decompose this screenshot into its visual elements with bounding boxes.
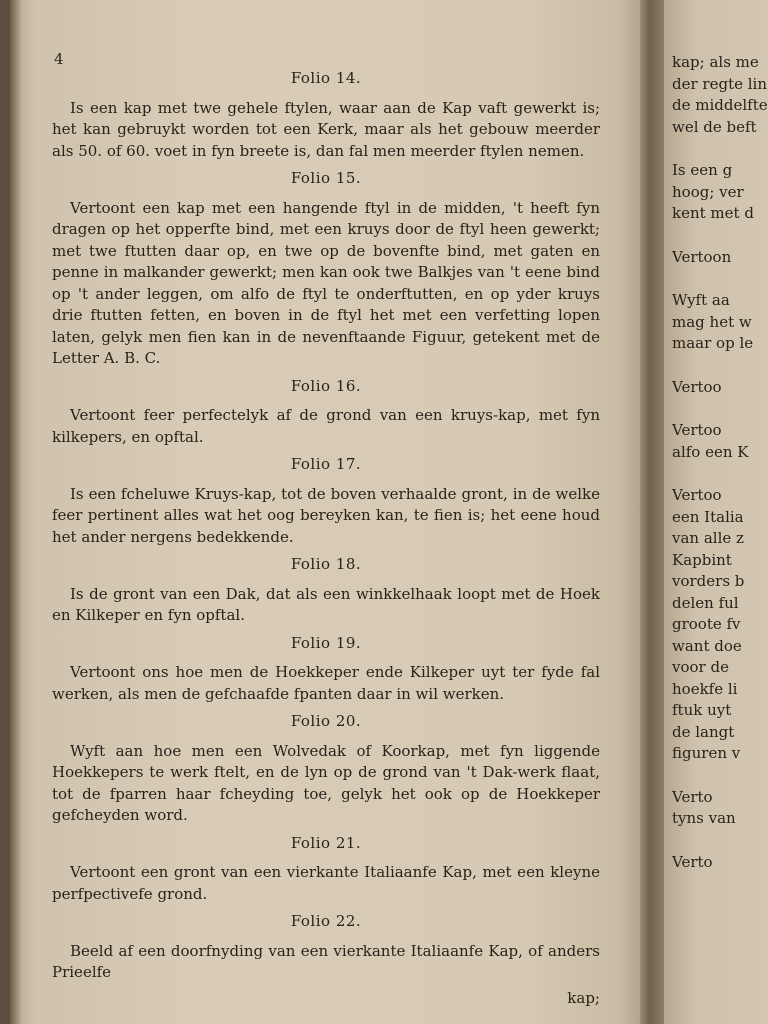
section-paragraph: Wyft aan hoe men een Wolvedak of Koorkap, met fyn liggende Hoekkepers te werk ftelt, en de lyn op de grond van 't Dak-werk flaat, tot de fparren haar fcheyding toe, gelyk het ook op de Hoekkeper gefcheyden word. (52, 741, 600, 824)
right-page-line: Vertoo (672, 486, 722, 504)
right-page-line: ftuk uyt (672, 701, 732, 719)
right-page-line: Kapbint (672, 550, 732, 569)
section-folio-22 (52, 911, 600, 1009)
section-paragraph: Vertoont feer perfectelyk af de grond van een kruys-kap, met fyn kilkepers, en opftal. (52, 406, 600, 446)
folio-heading: Folio 17. (290, 455, 362, 473)
right-page-line: delen ful (672, 593, 739, 612)
book-gutter (640, 0, 664, 1024)
right-page-line (672, 765, 768, 787)
right-page-line: vorders b (672, 572, 745, 590)
right-page-line: wel de beft (672, 117, 757, 136)
section-folio-21 (52, 833, 600, 906)
right-page-line (672, 225, 768, 247)
folio-heading: Folio 21. (290, 833, 362, 852)
page-edge-shadow (10, 0, 22, 1024)
folio-heading: Folio 20. (290, 712, 362, 730)
right-page-line (672, 355, 768, 377)
section-paragraph: Is een fcheluwe Kruys-kap, tot de boven verhaalde gront, in de welke feer pertinent alles wat het oog bereyken kan, te fien is; het eene houd het ander nergens bedekkende. (52, 484, 600, 546)
left-page (10, 0, 650, 1024)
section-paragraph: Vertoont een kap met een hangende ftyl in de midden, 't heeft fyn dragen op het opperfte bind, met een kruys door de ftyl heen gewerkt; met twe ftutten daar op, en twe op de bovenfte bind, met gaten en penne in malkander gewerkt; men kan ook twe Balkjes van 't eene bind op 't ander leggen, om alfo de ftyl te onderftutten, en op yder kruys drie ftutten fetten, en boven in de ftyl het met een verfetting lopen laten, gelyk men fien kan in de nevenftaande Figuur, getekent met de Letter A. B. C. (52, 198, 600, 367)
right-page-text (672, 52, 768, 873)
right-page-line (672, 398, 768, 420)
right-page-line (672, 268, 768, 290)
right-page-line: Vertoon (672, 247, 732, 266)
section-folio-20 (52, 711, 600, 827)
catchword: kap; (567, 988, 600, 1007)
folio-heading: Folio 15. (290, 169, 362, 187)
right-page-line: Vertoo (672, 421, 722, 439)
section-folio-15 (52, 168, 600, 370)
folio-heading: Folio 18. (290, 555, 362, 573)
section-paragraph: Is de gront van een Dak, dat als een winkkelhaak loopt met de Hoek en Kilkeper en fyn opftal. (52, 584, 600, 624)
right-page-line: Vertoo (672, 377, 722, 396)
right-page-line: hoekfe li (672, 679, 738, 698)
section-folio-19 (52, 633, 600, 706)
section-folio-16 (52, 376, 600, 449)
right-page-line: mag het w (672, 312, 752, 331)
right-page-line: een Italia (672, 507, 744, 526)
section-paragraph: Beeld af een doorfnyding van een vierkante Italiaanfe Kap, of anders Prieelfe (52, 941, 600, 981)
right-page-line: kent met d (672, 204, 754, 222)
right-page-line: Verto (672, 787, 713, 806)
section-folio-14 (52, 68, 600, 162)
right-page-line: alfo een K (672, 442, 749, 461)
right-page-line (672, 138, 768, 160)
right-page-line: maar op le (672, 334, 754, 352)
right-page-line (672, 830, 768, 852)
section-paragraph: Vertoont een gront van een vierkante Italiaanfe Kap, met een kleyne perfpectivefe grond. (52, 863, 600, 903)
right-page-line: tyns van (672, 809, 736, 827)
folio-heading: Folio 14. (290, 69, 362, 87)
right-page-line: kap; als me (672, 53, 759, 71)
right-page-line: figuren v (672, 744, 741, 762)
right-page-line: groote fv (672, 615, 741, 633)
section-folio-17 (52, 454, 600, 548)
right-page-line: de langt (672, 722, 735, 741)
section-folio-18 (52, 554, 600, 627)
right-page-line: voor de (672, 658, 729, 676)
right-page-line: Is een g (672, 161, 733, 179)
right-page-line: hoog; ver (672, 182, 744, 201)
right-page-line: Wyft aa (672, 291, 730, 309)
right-page-line: Verto (672, 852, 713, 871)
section-paragraph: Is een kap met twe gehele ftylen, waar aan de Kap vaft gewerkt is; het kan gebruykt worden tot een Kerk, maar als het gebouw meerder als 50. of 60. voet in fyn breete is, dan fal men meerder ftylen nemen. (52, 98, 600, 160)
right-page-line: der regte lin (672, 74, 767, 93)
folio-heading: Folio 22. (290, 912, 362, 930)
section-paragraph: Vertoont ons hoe men de Hoekkeper ende Kilkeper uyt ter fyde fal werken, als men de gefchaafde fpanten daar in wil werken. (52, 663, 600, 703)
left-page-body (52, 62, 600, 1015)
right-page (664, 0, 768, 1024)
page-number: 4 (54, 50, 64, 68)
right-page-line: de middelfte (672, 96, 768, 114)
folio-heading: Folio 16. (290, 376, 362, 395)
folio-heading: Folio 19. (290, 633, 362, 652)
right-page-line: van alle z (672, 529, 744, 547)
right-page-line (672, 463, 768, 485)
right-page-line: want doe (672, 636, 742, 655)
